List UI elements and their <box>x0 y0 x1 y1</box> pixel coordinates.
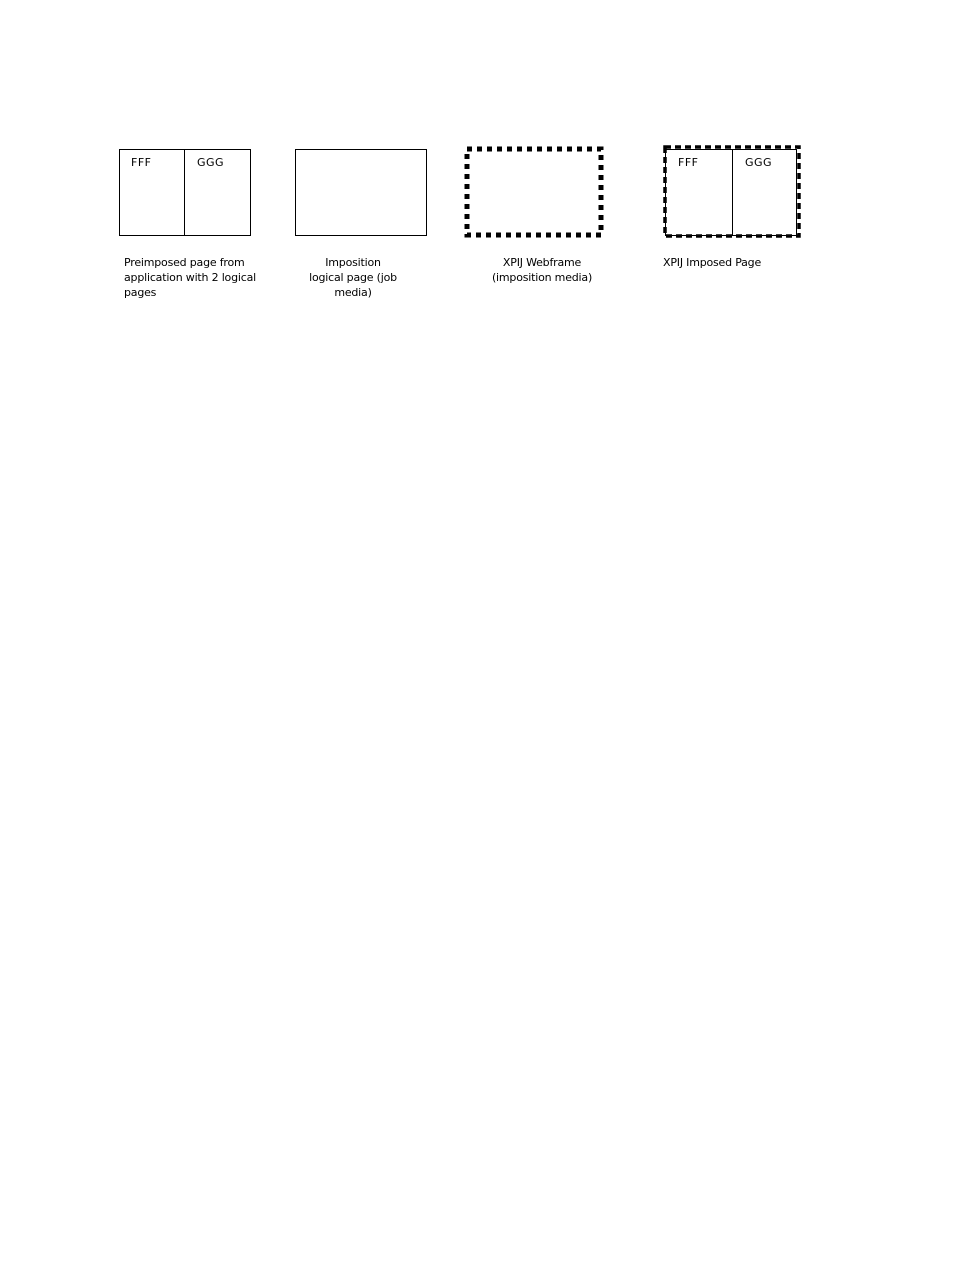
imposition-logical-page-caption: Imposition logical page (job media) <box>309 256 397 299</box>
imposed-right-page-label: GGG <box>745 156 773 169</box>
preimposed-caption: Preimposed page from application with 2 logical pages <box>124 256 256 299</box>
preimposed-left-page-label: FFF <box>131 156 152 169</box>
imposed-page-box <box>665 149 797 236</box>
imposed-page-divider <box>732 150 733 235</box>
preimposed-page-divider <box>184 150 185 235</box>
webframe-caption: XPIJ Webframe (imposition media) <box>491 256 593 284</box>
preimposed-page-box <box>119 149 251 236</box>
imposition-logical-page-box <box>295 149 427 236</box>
imposed-page-caption: XPIJ Imposed Page <box>663 256 762 269</box>
webframe-box <box>464 146 604 238</box>
imposed-left-page-label: FFF <box>678 156 699 169</box>
preimposed-right-page-label: GGG <box>197 156 225 169</box>
